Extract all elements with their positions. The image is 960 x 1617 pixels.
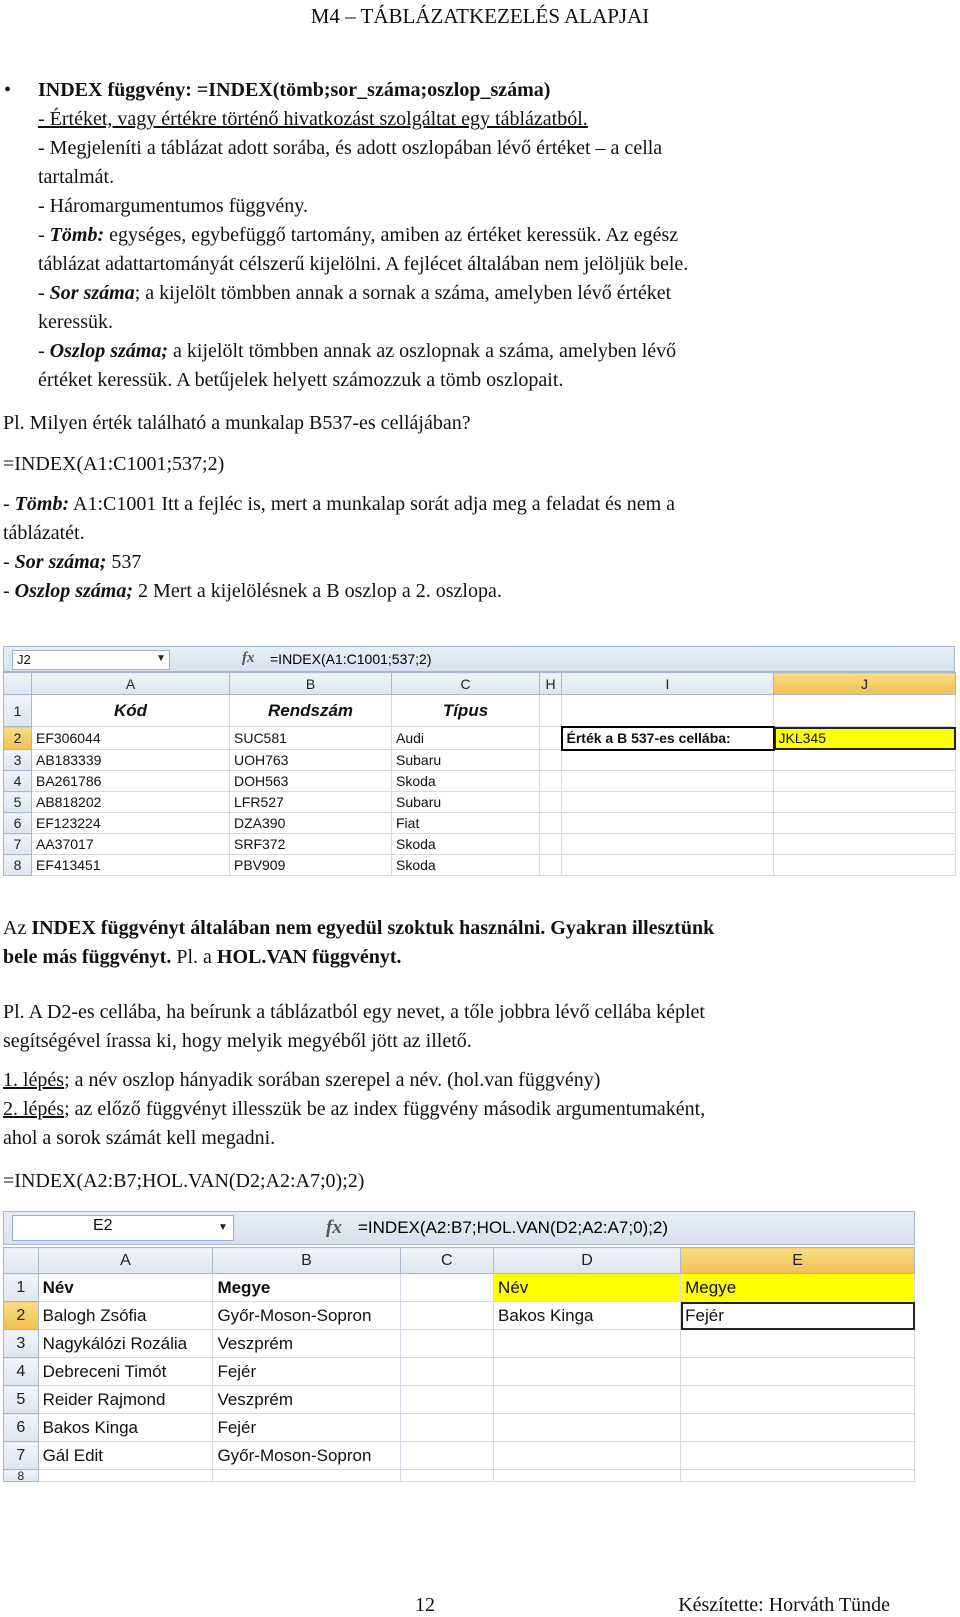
cell[interactable]: Győr-Moson-Sopron [213, 1442, 400, 1470]
desc-line-4: - Háromargumentumos függvény. [38, 195, 308, 217]
cell[interactable]: SUC581 [230, 727, 392, 750]
example-1-explanation [3, 490, 933, 606]
cell[interactable]: Nagykálózi Rozália [38, 1330, 213, 1358]
index-title: INDEX függvény: =INDEX(tömb;sor_száma;oszlop_száma) [38, 79, 551, 101]
chevron-down-icon[interactable]: ▼ [218, 1222, 228, 1233]
cell[interactable]: Veszprém [213, 1330, 400, 1358]
cell[interactable] [400, 1330, 494, 1358]
cell[interactable]: Balogh Zsófia [38, 1302, 213, 1330]
table-row [4, 1302, 915, 1330]
row-header[interactable]: 3 [4, 750, 32, 771]
step-label: 1. lépés [3, 1069, 65, 1091]
author: Készítette: Horváth Tünde [678, 1594, 890, 1616]
task-line-1: Pl. A D2-es cellába, ha beírunk a táblázatból egy nevet, a tőle jobbra lévő cellába képlet [3, 1001, 705, 1023]
cell[interactable]: Fejér [213, 1414, 400, 1442]
cell[interactable]: Subaru [392, 792, 540, 813]
dash: - [38, 340, 50, 362]
expl-text: A1:C1001 Itt a fejléc is, mert a munkalap sorát adja meg a feladat és nem a [69, 493, 676, 515]
example-1-formula [3, 450, 933, 479]
row-header[interactable]: 6 [4, 813, 32, 834]
name-box[interactable]: E2 [12, 1215, 234, 1241]
cell[interactable]: Gál Edit [38, 1442, 213, 1470]
desc-text: ; a kijelölt tömbben annak a sornak a száma, amelyben lévő értéket [134, 282, 672, 304]
desc-line-6: táblázat adattartományát célszerű kijelölni. A fejlécet általában nem jelöljük bele. [38, 253, 689, 275]
desc-line-1: - Értéket, vagy értékre történő hivatkozást szolgáltat egy táblázatból. [38, 108, 588, 130]
cell[interactable]: Bakos Kinga [38, 1414, 213, 1442]
cell[interactable] [681, 1386, 915, 1414]
result-cell[interactable]: JKL345 [774, 727, 956, 750]
sheet-grid [3, 672, 956, 876]
desc-line-10: értéket keressük. A betűjelek helyett számozzuk a tömb oszlopait. [38, 369, 564, 391]
cell[interactable] [494, 1330, 681, 1358]
steps [3, 1066, 933, 1153]
header-cell-rendszam[interactable]: Rendszám [230, 695, 392, 727]
column-header-a[interactable]: A [38, 1248, 213, 1274]
table-row [4, 792, 956, 813]
cell[interactable] [494, 1358, 681, 1386]
name-box[interactable]: J2 [12, 650, 170, 670]
table-row [4, 1386, 915, 1414]
cell[interactable] [681, 1330, 915, 1358]
column-header-d[interactable]: D [494, 1248, 681, 1274]
result-label-cell[interactable]: Érték a B 537-es cellába: [562, 727, 774, 750]
expl-text: 2 Mert a kijelölésnek a B oszlop a 2. oszlopa. [133, 580, 502, 602]
cell[interactable]: AB183339 [32, 750, 230, 771]
cell[interactable]: AB818202 [32, 792, 230, 813]
cell[interactable] [562, 834, 774, 855]
cell[interactable] [540, 792, 562, 813]
cell[interactable]: Fejér [213, 1358, 400, 1386]
header-cell-nev[interactable]: Név [38, 1274, 213, 1302]
cell[interactable]: EF413451 [32, 855, 230, 876]
row-header[interactable]: 4 [4, 1358, 39, 1386]
cell[interactable] [213, 1470, 400, 1482]
function-icon[interactable]: fx [242, 650, 255, 666]
row-header[interactable]: 7 [4, 1442, 39, 1470]
lookup-header-megye[interactable]: Megye [681, 1274, 915, 1302]
cell[interactable] [562, 750, 774, 771]
table-row [4, 1330, 915, 1358]
example-2-formula [3, 1167, 933, 1196]
column-header-e[interactable]: E [681, 1248, 915, 1274]
row-header[interactable]: 6 [4, 1414, 39, 1442]
cell[interactable]: Audi [392, 727, 540, 750]
header-cell-kod[interactable]: Kód [32, 695, 230, 727]
cell[interactable] [38, 1470, 213, 1482]
bold-text: INDEX függvényt általában nem egyedül szoktuk használni. Gyakran illesztünk [31, 917, 715, 939]
row-header[interactable]: 1 [4, 695, 32, 727]
row-header[interactable]: 4 [4, 771, 32, 792]
text: Az [3, 917, 32, 939]
desc-text: a kijelölt tömbben annak az oszlopnak a száma, amelyben lévő [168, 340, 677, 362]
step-2 [3, 1095, 933, 1124]
lookup-result-cell[interactable]: Fejér [681, 1302, 915, 1330]
function-icon[interactable]: fx [326, 1217, 342, 1238]
cell[interactable] [562, 792, 774, 813]
cell[interactable] [681, 1470, 915, 1482]
desc-line-3: tartalmát. [38, 166, 115, 188]
cell[interactable]: SRF372 [230, 834, 392, 855]
expl-line-1 [3, 490, 933, 519]
table-row [4, 750, 956, 771]
cell[interactable] [681, 1358, 915, 1386]
dash: - [3, 580, 15, 602]
cell[interactable] [494, 1442, 681, 1470]
cell[interactable] [400, 1442, 494, 1470]
page-number: 12 [415, 1594, 435, 1616]
cell[interactable] [774, 792, 956, 813]
cell[interactable] [400, 1414, 494, 1442]
row-header[interactable]: 3 [4, 1330, 39, 1358]
desc-line-5 [38, 221, 938, 250]
row-header[interactable]: 2 [4, 1302, 39, 1330]
example-2-formula-text: =INDEX(A2:B7;HOL.VAN(D2;A2:A7;0);2) [3, 1170, 365, 1192]
cell[interactable] [774, 813, 956, 834]
cell[interactable] [681, 1414, 915, 1442]
column-header-row [4, 673, 956, 695]
bold-text: HOL.VAN függvényt. [216, 946, 402, 968]
bullet-glyph: • [4, 79, 12, 101]
expl-line-3 [3, 548, 933, 577]
corner-cell[interactable] [4, 1248, 39, 1274]
row-header[interactable]: 7 [4, 834, 32, 855]
cell[interactable] [494, 1386, 681, 1414]
formula-input[interactable]: =INDEX(A2:B7;HOL.VAN(D2;A2:A7;0);2) [358, 1218, 669, 1237]
lookup-header-nev[interactable]: Név [494, 1274, 681, 1302]
para-line-2 [3, 943, 933, 972]
column-header-i[interactable]: I [562, 673, 774, 695]
cell[interactable] [774, 695, 956, 727]
cell[interactable] [540, 834, 562, 855]
cell[interactable] [400, 1470, 494, 1482]
row-header[interactable]: 2 [4, 727, 32, 750]
header-cell-tipus[interactable]: Típus [392, 695, 540, 727]
dash: - [3, 493, 15, 515]
column-header-j[interactable]: J [774, 673, 956, 695]
text: Pl. a [171, 946, 217, 968]
sheet-grid [3, 1247, 915, 1482]
cell[interactable]: Skoda [392, 855, 540, 876]
task-line-2: segítségével írassa ki, hogy melyik megyéből jött az illető. [3, 1030, 472, 1052]
desc-line-9 [38, 337, 938, 366]
table-row [4, 1442, 915, 1470]
cell[interactable] [562, 771, 774, 792]
cell[interactable]: Győr-Moson-Sopron [213, 1302, 400, 1330]
column-header-b[interactable]: B [213, 1248, 400, 1274]
table-row [4, 1414, 915, 1442]
index-description [4, 76, 938, 395]
table-row [4, 727, 956, 750]
cell[interactable]: Fiat [392, 813, 540, 834]
expl-text: 537 [106, 551, 142, 573]
example-2-task [3, 998, 933, 1056]
cell[interactable]: Skoda [392, 771, 540, 792]
corner-cell[interactable] [4, 673, 32, 695]
row-header[interactable]: 8 [4, 1470, 39, 1482]
column-header-a[interactable]: A [32, 673, 230, 695]
column-header-b[interactable]: B [230, 673, 392, 695]
step-1 [3, 1066, 933, 1095]
term-sor-szama: Sor száma; [14, 551, 107, 573]
step-label: 2. lépés [3, 1098, 65, 1120]
term-tomb: Tömb: [14, 493, 70, 515]
cell[interactable]: Reider Rajmond [38, 1386, 213, 1414]
cell[interactable]: EF306044 [32, 727, 230, 750]
cell[interactable] [540, 695, 562, 727]
formula-input[interactable]: =INDEX(A1:C1001;537;2) [270, 651, 432, 667]
table-row [4, 1274, 915, 1302]
column-header-c[interactable]: C [400, 1248, 494, 1274]
example-1-q: Pl. Milyen érték található a munkalap B537-es cellájában? [3, 412, 471, 434]
cell[interactable]: BA261786 [32, 771, 230, 792]
cell[interactable]: Debreceni Timót [38, 1358, 213, 1386]
row-header[interactable]: 8 [4, 855, 32, 876]
expl-line-2: táblázatét. [3, 522, 85, 544]
cell[interactable] [400, 1358, 494, 1386]
row-header[interactable]: 1 [4, 1274, 39, 1302]
row-header[interactable]: 5 [4, 1386, 39, 1414]
column-header-h[interactable]: H [540, 673, 562, 695]
cell[interactable] [562, 695, 774, 727]
cell[interactable] [774, 834, 956, 855]
spreadsheet-2 [3, 1211, 915, 1495]
cell[interactable] [774, 750, 956, 771]
cell[interactable]: Skoda [392, 834, 540, 855]
cell[interactable] [400, 1274, 494, 1302]
term-oszlop-szama: Oszlop száma; [49, 340, 169, 362]
cell[interactable] [562, 855, 774, 876]
spreadsheet-1 [3, 646, 955, 888]
desc-line-8: keressük. [38, 311, 113, 333]
header-cell-megye[interactable]: Megye [213, 1274, 400, 1302]
cell[interactable]: Veszprém [213, 1386, 400, 1414]
cell[interactable]: EF123224 [32, 813, 230, 834]
cell[interactable] [494, 1414, 681, 1442]
table-row [4, 695, 956, 727]
desc-line-2: - Megjeleníti a táblázat adott sorába, és adott oszlopában lévő értéket – a cella [38, 137, 663, 159]
desc-text: egységes, egybefüggő tartomány, amiben az értéket keressük. Az egész [104, 224, 679, 246]
dash: - [38, 282, 50, 304]
dash: - [38, 224, 50, 246]
desc-line-7 [38, 279, 938, 308]
cell[interactable] [774, 855, 956, 876]
lookup-name-cell[interactable]: Bakos Kinga [494, 1302, 681, 1330]
step-text: ; az előző függvényt illesszük be az index függvény második argumentumaként, [64, 1098, 706, 1120]
cell[interactable] [540, 813, 562, 834]
cell[interactable]: UOH763 [230, 750, 392, 771]
example-1-question [3, 409, 933, 438]
cell[interactable]: LFR527 [230, 792, 392, 813]
column-header-row [4, 1248, 915, 1274]
table-row [4, 1358, 915, 1386]
combined-usage-paragraph [3, 914, 933, 972]
page-header: M4 – TÁBLÁZATKEZELÉS ALAPJAI [310, 4, 650, 28]
cell[interactable] [494, 1470, 681, 1482]
cell[interactable] [562, 813, 774, 834]
term-sor-szama: Sor száma [49, 282, 135, 304]
cell[interactable] [774, 771, 956, 792]
cell[interactable] [400, 1302, 494, 1330]
step-2-cont: ahol a sorok számát kell megadni. [3, 1127, 276, 1149]
column-header-c[interactable]: C [392, 673, 540, 695]
formula-bar [3, 646, 955, 672]
term-oszlop-szama: Oszlop száma; [14, 580, 134, 602]
cell[interactable] [400, 1386, 494, 1414]
cell[interactable]: DZA390 [230, 813, 392, 834]
cell[interactable]: PBV909 [230, 855, 392, 876]
cell[interactable] [540, 771, 562, 792]
step-text: ; a név oszlop hányadik sorában szerepel a név. (hol.van függvény) [64, 1069, 601, 1091]
table-row [4, 813, 956, 834]
cell[interactable]: Subaru [392, 750, 540, 771]
formula-bar [3, 1211, 915, 1245]
table-row [4, 855, 956, 876]
cell[interactable]: AA37017 [32, 834, 230, 855]
bold-text: bele más függvényt. [3, 946, 172, 968]
cell[interactable]: DOH563 [230, 771, 392, 792]
example-1-formula-text: =INDEX(A1:C1001;537;2) [3, 453, 225, 475]
cell[interactable] [540, 727, 562, 750]
term-tomb: Tömb: [49, 224, 105, 246]
cell[interactable] [540, 750, 562, 771]
row-header[interactable]: 5 [4, 792, 32, 813]
dash: - [3, 551, 15, 573]
table-row [4, 771, 956, 792]
para-line-1 [3, 914, 933, 943]
chevron-down-icon[interactable]: ▼ [156, 653, 166, 664]
table-row [4, 1470, 915, 1482]
cell[interactable] [540, 855, 562, 876]
expl-line-4 [3, 577, 933, 606]
cell[interactable] [681, 1442, 915, 1470]
table-row [4, 834, 956, 855]
